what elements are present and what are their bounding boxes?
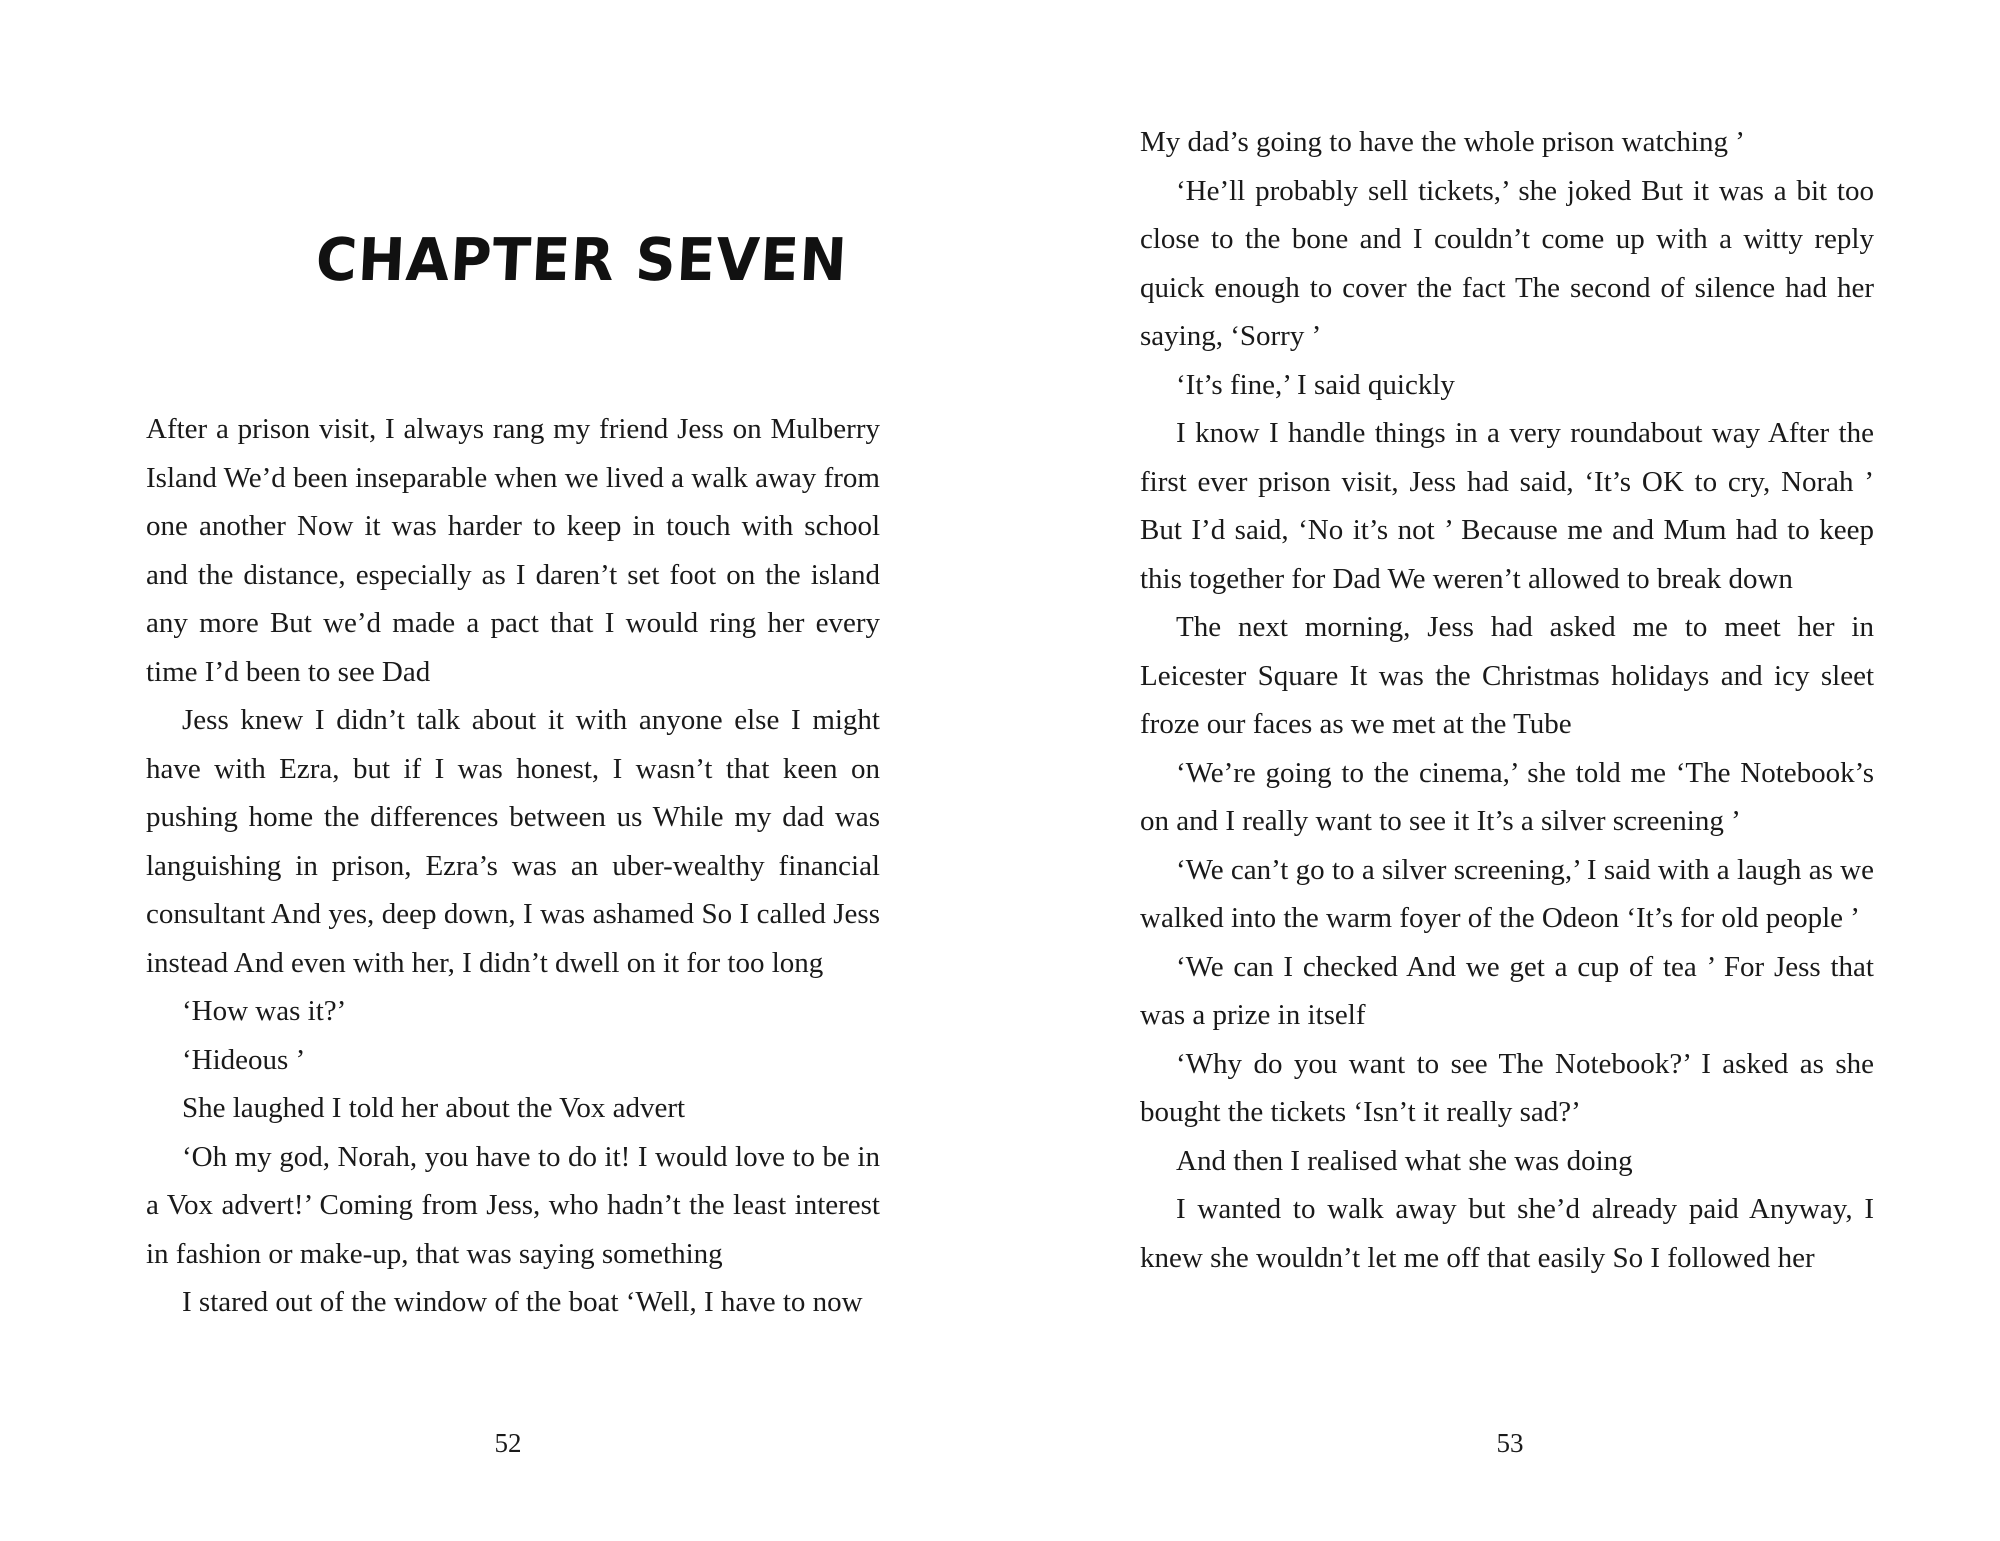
paragraph: I know I handle things in a very roundabout way After the first ever prison visit, Jess had said, ‘It’s OK to cry, Norah ’ But I’d said, ‘No it’s not ’ Because me and Mum had to keep this together for Dad We weren’t allowed to break down xyxy=(1140,417,1874,595)
paragraph: ‘How was it?’ xyxy=(182,995,347,1027)
left-page-text xyxy=(146,405,880,1327)
paragraph: ‘He’ll probably sell tickets,’ she joked But it was a bit too close to the bone and I couldn’t come up with a witty reply quick enough to cover the fact The second of silence had her saying, ‘Sorry ’ xyxy=(1140,174,1874,352)
page-number: 52 xyxy=(494,1428,522,1458)
page-number: 53 xyxy=(1496,1428,1524,1458)
paragraph: ‘Hideous ’ xyxy=(182,1043,306,1076)
paragraph: ‘We’re going to the cinema,’ she told me ‘The Notebook’s on and I really want to see it It’s a silver screening ’ xyxy=(1140,756,1874,837)
paragraph: And then I realised what she was doing xyxy=(1176,1144,1633,1177)
paragraph: ‘It’s fine,’ I said quickly xyxy=(1176,368,1455,401)
paragraph: ‘We can’t go to a silver screening,’ I said with a laugh as we walked into the warm foyer of the Odeon ‘It’s for old people ’ xyxy=(1140,853,1874,934)
paragraph: She laughed I told her about the Vox advert xyxy=(182,1092,686,1124)
right-page xyxy=(1000,0,2000,1541)
paragraph: Jess knew I didn’t talk about it with anyone else I might have with Ezra, but if I was honest, I wasn’t that keen on pushing home the differences between us While my dad was languishing in prison, Ezra’s was an uber-wealthy financial consultant And yes, deep down, I was ashamed So I called Jess instead And even with her, I didn’t dwell on it for too long xyxy=(146,704,880,979)
right-page-text xyxy=(1140,118,1874,1282)
paragraph: ‘Oh my god, Norah, you have to do it! I would love to be in a Vox advert!’ Coming from Jess, who hadn’t the least interest in fashion or make-up, that was saying something xyxy=(146,1140,880,1270)
paragraph: After a prison visit, I always rang my friend Jess on Mulberry Island We’d been inseparable when we lived a walk away from one another Now it was harder to keep in touch with school and the distance, especially as I daren’t set foot on the island any more But we’d made a pact that I would ring her every time I’d been to see Dad xyxy=(146,413,880,688)
paragraph: My dad’s going to have the whole prison watching ’ xyxy=(1140,126,1745,158)
paragraph: I stared out of the window of the boat ‘Well, I have to now xyxy=(182,1286,863,1318)
paragraph: The next morning, Jess had asked me to meet her in Leicester Square It was the Christmas holidays and icy sleet froze our faces as we met at the Tube xyxy=(1140,611,1874,740)
paragraph: ‘We can I checked And we get a cup of tea ’ For Jess that was a prize in itself xyxy=(1140,950,1874,1031)
chapter-title: CHAPTER SEVEN xyxy=(314,226,850,295)
paragraph: I wanted to walk away but she’d already paid Anyway, I knew she wouldn’t let me off that easily So I followed her xyxy=(1140,1193,1874,1274)
paragraph: ‘Why do you want to see The Notebook?’ I asked as she bought the tickets ‘Isn’t it really sad?’ xyxy=(1140,1047,1874,1128)
